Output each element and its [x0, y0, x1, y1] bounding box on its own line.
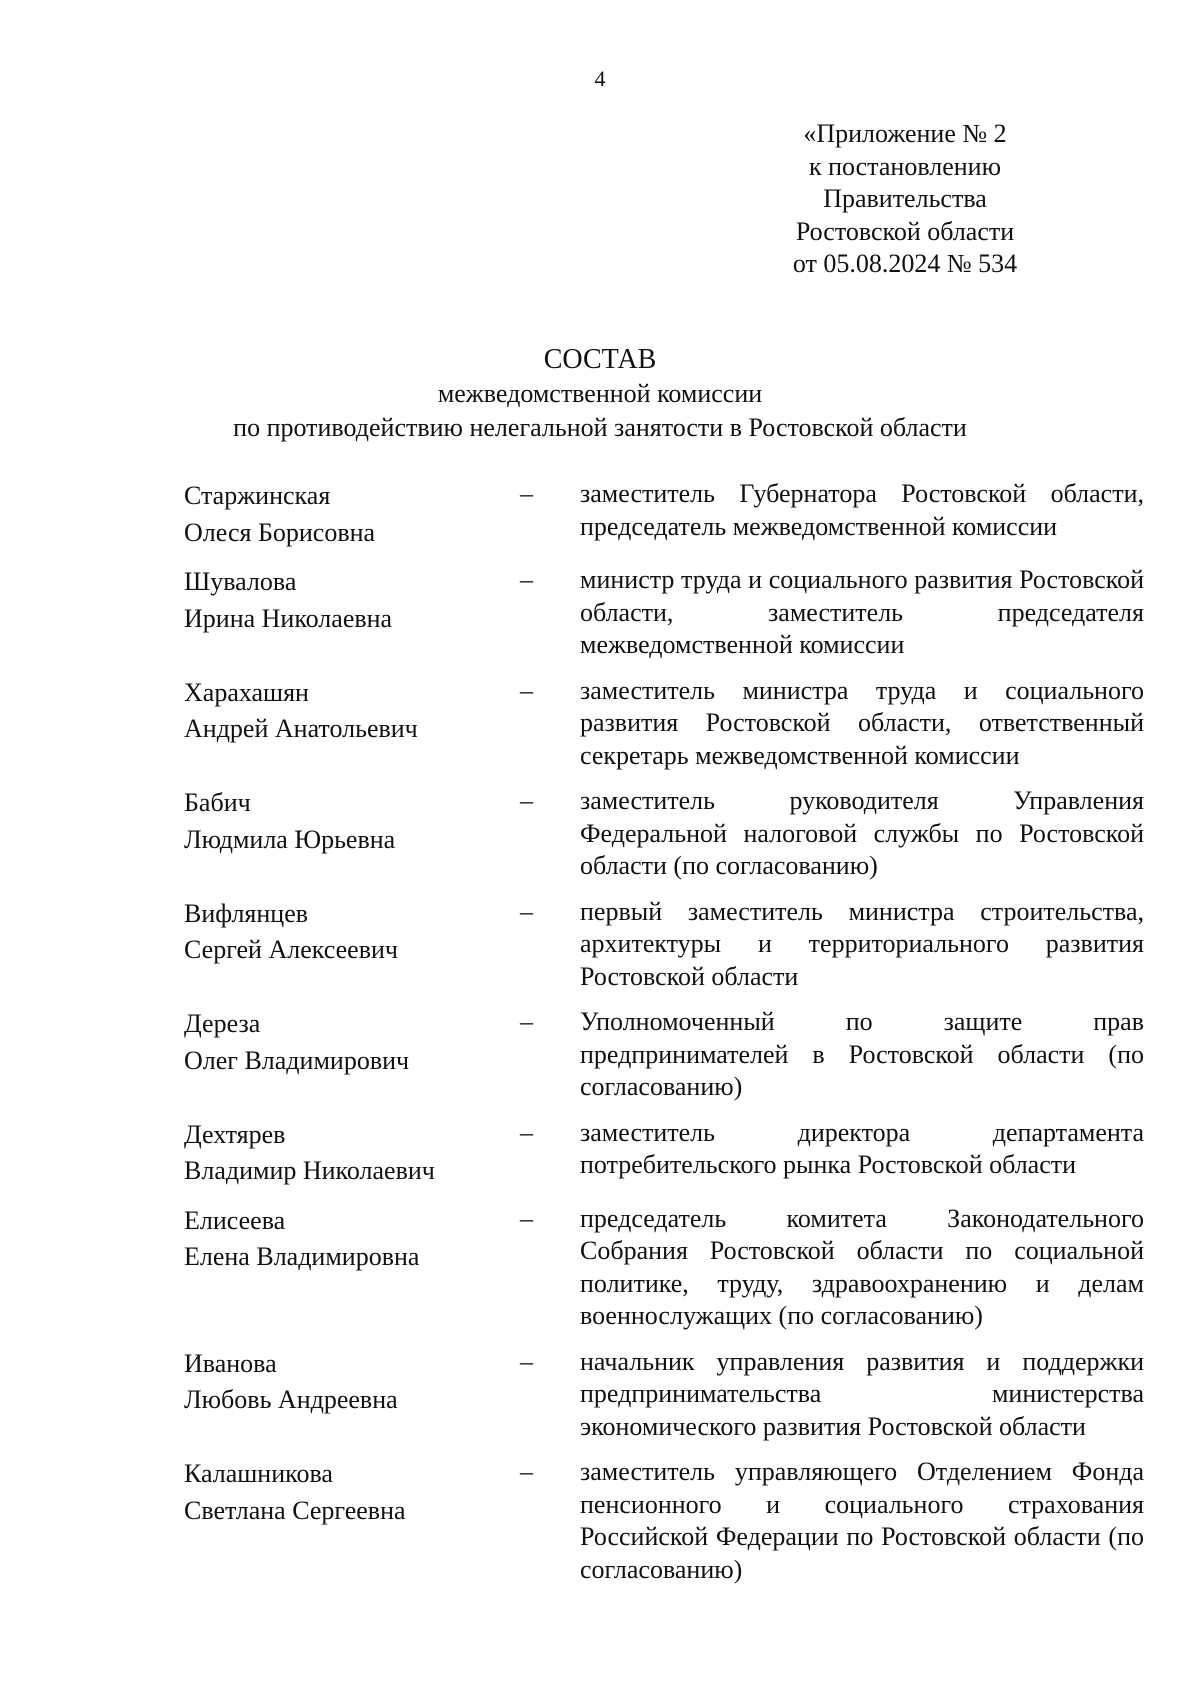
member-separator: – [520, 1346, 533, 1376]
member-separator: – [520, 896, 533, 926]
document-subtitle: межведомственной комиссии [437, 379, 763, 408]
member-surname: Вифлянцев [184, 898, 309, 928]
member-name [184, 785, 520, 858]
member-surname: Дереза [184, 1009, 261, 1038]
member-entry [184, 896, 1144, 994]
member-name [184, 1117, 520, 1190]
member-entry [184, 785, 1144, 883]
member-entry [184, 1006, 1144, 1104]
member-name [184, 478, 520, 551]
member-entry [184, 564, 1144, 662]
member-entry [184, 675, 1144, 773]
appendix-line: к постановлению [808, 151, 1002, 181]
member-role: заместитель руководителя Управления Федеральной налоговой службы по Ростовской области (по согласованию) [580, 786, 1144, 880]
document-subtitle: по противодействию нелегальной занятости в Ростовской области [233, 413, 967, 442]
member-name [184, 1346, 520, 1419]
member-surname: Харахашян [184, 677, 309, 707]
member-separator: – [520, 675, 533, 705]
member-given-name: Олеся Борисовна [184, 517, 376, 547]
member-separator: – [520, 1007, 533, 1036]
member-name [184, 564, 520, 637]
member-separator: – [520, 479, 533, 508]
member-role: заместитель директора департамента потребительского рынка Ростовской области [580, 1117, 1144, 1179]
member-surname: Бабич [184, 788, 251, 817]
member-given-name: Елена Владимировна [184, 1242, 420, 1271]
member-separator: – [520, 565, 533, 594]
member-given-name: Любовь Андреевна [184, 1385, 398, 1414]
member-surname: Дехтярев [184, 1119, 286, 1149]
member-role: заместитель министра труда и социального развития Ростовской области, ответственный секретарь межведомственной комиссии [580, 675, 1144, 770]
member-role: заместитель Губернатора Ростовской области, председатель межведомственной комиссии [580, 479, 1144, 541]
member-separator: – [520, 786, 533, 815]
appendix-line: Ростовской области [795, 216, 1015, 246]
member-name [184, 1456, 520, 1529]
member-separator: – [520, 1457, 533, 1486]
member-role: заместитель управляющего Отделением Фонда пенсионного и социального страхования Российской Федерации по Ростовской области (по согласованию) [580, 1457, 1144, 1584]
appendix-line: от 05.08.2024 № 534 [792, 249, 1018, 278]
member-given-name: Ирина Николаевна [184, 603, 393, 633]
member-surname: Шувалова [184, 567, 297, 596]
member-separator: – [520, 1203, 533, 1233]
member-list [184, 478, 1144, 1599]
member-entry [184, 478, 1144, 551]
member-entry [184, 1456, 1144, 1586]
member-entry [184, 1203, 1144, 1333]
member-role: начальник управления развития и поддержки предпринимательства министерства экономического развития Ростовской области [580, 1346, 1144, 1441]
member-role: председатель комитета Законодательного Собрания Ростовской области по социальной политике, труду, здравоохранению и делам военнослужащих (по согласованию) [580, 1203, 1144, 1330]
member-given-name: Олег Владимирович [184, 1045, 410, 1075]
member-surname: Иванова [184, 1348, 277, 1378]
member-surname: Старжинская [184, 481, 331, 510]
member-surname: Калашникова [184, 1459, 333, 1488]
member-surname: Елисеева [184, 1205, 286, 1235]
member-name [184, 1006, 520, 1079]
document-title: СОСТАВ [543, 344, 657, 375]
member-role: министр труда и социального развития Ростовской области, заместитель председателя межведомственной комиссии [580, 565, 1144, 659]
member-given-name: Светлана Сергеевна [184, 1495, 406, 1525]
member-name [184, 896, 520, 969]
appendix-line: «Приложение № 2 [803, 119, 1007, 148]
member-separator: – [520, 1117, 533, 1147]
member-name [184, 1203, 520, 1276]
member-entry [184, 1346, 1144, 1444]
member-given-name: Владимир Николаевич [184, 1156, 435, 1185]
page-number: 4 [594, 66, 606, 91]
member-role: первый заместитель министра строительства, архитектуры и территориального развития Ростовской области [580, 896, 1144, 991]
member-given-name: Людмила Юрьевна [184, 824, 396, 854]
member-name [184, 675, 520, 748]
appendix-line: Правительства [823, 184, 987, 213]
member-given-name: Андрей Анатольевич [184, 714, 418, 743]
member-given-name: Сергей Алексеевич [184, 935, 398, 964]
appendix-reference [760, 118, 1050, 281]
member-role: Уполномоченный по защите прав предпринимателей в Ростовской области (по согласованию) [580, 1007, 1144, 1101]
document-heading [0, 343, 1200, 445]
member-entry [184, 1117, 1144, 1190]
